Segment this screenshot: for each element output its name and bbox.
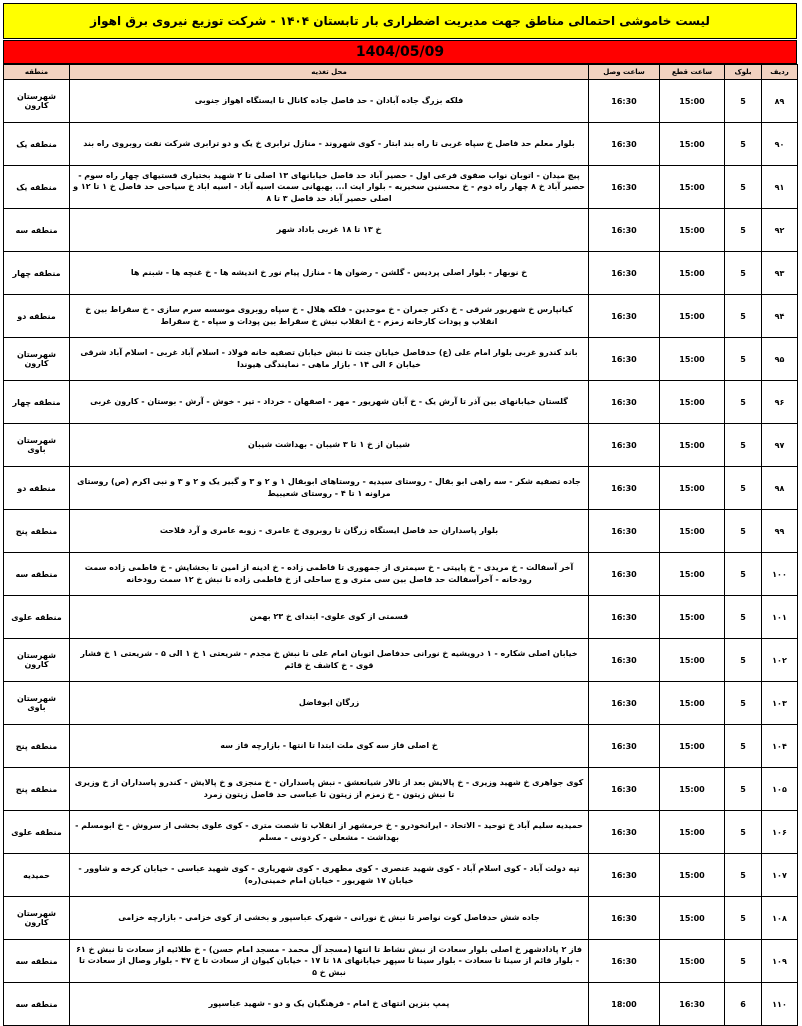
outage-start-time: 15:00 bbox=[660, 80, 725, 123]
region-cell: شهرستان کارون bbox=[4, 80, 70, 123]
outage-end-time: 16:30 bbox=[589, 553, 660, 596]
outage-start-time: 15:00 bbox=[660, 467, 725, 510]
outage-start-time: 15:00 bbox=[660, 510, 725, 553]
block-number: 5 bbox=[725, 897, 762, 940]
outage-start-time: 15:00 bbox=[660, 424, 725, 467]
locations-cell: جاده شش حدفاصل کوت نواصر تا نبش خ نورانی - شهرک عباسپور و بخشی از کوی خزامی - بازارچه خزامی bbox=[70, 897, 589, 940]
locations-cell: قسمتی از کوی علوی- ابتدای خ ۲۳ بهمن bbox=[70, 596, 589, 639]
block-number: 5 bbox=[725, 338, 762, 381]
locations-cell: بلوار پاسداران حد فاصل ایستگاه زرگان تا روبروی خ عامری - زوبه عامری و آرد فلاحت bbox=[70, 510, 589, 553]
region-cell: منطقه یک bbox=[4, 166, 70, 209]
table-row bbox=[4, 768, 798, 811]
locations-cell: فاز ۲ پادادشهر خ اصلی بلوار سعادت از نبش نشاط تا انتها (مسجد آل محمد - مسجد امام حسن) - خ طلائیه از سعادت تا نبش خ ۶۱ - بلوار قائم از سینا تا سعادت - بلوار سینا تا سپهر خیابانهای ۱۸ تا ۱۷ - خیابان کیوان از سعادت تا خ ۴۷ - بلوار وصال از سعادت تا نبش خ ۵ bbox=[70, 940, 589, 983]
locations-cell: پمپ بنزین انتهای خ امام - فرهنگیان یک و دو - شهید عباسپور bbox=[70, 983, 589, 1026]
region-cell: منطقه چهار bbox=[4, 381, 70, 424]
outage-start-time: 16:30 bbox=[660, 983, 725, 1026]
row-number: ۱۰۱ bbox=[762, 596, 798, 639]
outage-end-time: 16:30 bbox=[589, 639, 660, 682]
locations-cell: پیچ میدان - اتوبان نواب صفوی فرعی اول - حصیر آباد حد فاصل خیابانهای ۱۳ اصلی تا ۲ شهید بختیاری فستیهای چهار راه سوم - حصیر آباد خ ۸ چهار راه دوم - خ محسنین سخیریه - بلوار ایت ا... بهبهانی سمت اسیه آباد - اسیه اباد خ سیاحی حد فاصل خ ۱ تا ۱۲ و اصلی حصیر آباد حد فاصل ۳ تا ۸ bbox=[70, 166, 589, 209]
row-number: ۱۰۹ bbox=[762, 940, 798, 983]
block-number: 5 bbox=[725, 854, 762, 897]
outage-start-time: 15:00 bbox=[660, 295, 725, 338]
outage-end-time: 16:30 bbox=[589, 123, 660, 166]
outage-end-time: 16:30 bbox=[589, 811, 660, 854]
table-row bbox=[4, 80, 798, 123]
region-cell: منطقه سه bbox=[4, 940, 70, 983]
row-number: ۹۴ bbox=[762, 295, 798, 338]
outage-end-time: 16:30 bbox=[589, 381, 660, 424]
row-number: ۹۵ bbox=[762, 338, 798, 381]
column-header-region: منطقه bbox=[4, 65, 70, 80]
locations-cell: حمیدیه سلیم آباد خ توحید - الاتحاد - ایرانخودرو - خ خرمشهر از انقلاب تا شصت متری - کوی علوی بخشی از سروش - خ ابومسلم - بهداشت - مشعلی - کردونی - مسلم bbox=[70, 811, 589, 854]
locations-cell: گلستان خیابانهای بین آذر تا آرش یک - خ آبان شهریور - مهر - اصفهان - خرداد - تیر - خوش - آرش - بوستان - کارون غربی bbox=[70, 381, 589, 424]
table-row bbox=[4, 811, 798, 854]
block-number: 5 bbox=[725, 682, 762, 725]
outage-start-time: 15:00 bbox=[660, 338, 725, 381]
row-number: ۹۹ bbox=[762, 510, 798, 553]
outage-start-time: 15:00 bbox=[660, 940, 725, 983]
outage-end-time: 16:30 bbox=[589, 424, 660, 467]
table-row bbox=[4, 166, 798, 209]
block-number: 5 bbox=[725, 467, 762, 510]
region-cell: منطقه پنج bbox=[4, 725, 70, 768]
table-row bbox=[4, 639, 798, 682]
region-cell: شهرستان کارون bbox=[4, 338, 70, 381]
outage-end-time: 16:30 bbox=[589, 252, 660, 295]
schedule-date: 1404/05/09 bbox=[3, 40, 797, 64]
locations-cell: فلکه بزرگ جاده آبادان - حد فاصل جاده کانال تا ایستگاه اهواز جنوبی bbox=[70, 80, 589, 123]
block-number: 5 bbox=[725, 553, 762, 596]
block-number: 5 bbox=[725, 80, 762, 123]
row-number: ۹۸ bbox=[762, 467, 798, 510]
locations-cell: کیانپارس خ شهریور شرقی - خ دکتر جمران - خ موحدین - فلکه هلال - خ سپاه روبروی موسسه سرم سازی - خ سقراط بین خ انقلاب و پودات کارخانه زمزم - خ انقلاب نبش خ سقراط بین پودات و سپاه - خ سقراط bbox=[70, 295, 589, 338]
region-cell: منطقه سه bbox=[4, 983, 70, 1026]
block-number: 6 bbox=[725, 983, 762, 1026]
locations-cell: زرگان ابوفاضل bbox=[70, 682, 589, 725]
page-title: لیست خاموشی احتمالی مناطق جهت مدیریت اضطراری بار تابستان ۱۴۰۴ - شرکت توزیع نیروی برق اهواز bbox=[3, 3, 797, 39]
block-number: 5 bbox=[725, 166, 762, 209]
table-row bbox=[4, 940, 798, 983]
region-cell: منطقه پنج bbox=[4, 510, 70, 553]
table-row bbox=[4, 682, 798, 725]
table-row bbox=[4, 510, 798, 553]
outage-end-time: 16:30 bbox=[589, 596, 660, 639]
block-number: 5 bbox=[725, 209, 762, 252]
row-number: ۱۰۶ bbox=[762, 811, 798, 854]
locations-cell: خیابان اصلی شکاره - ۱ درویشیه خ نورانی حدفاصل اتوبان امام علی تا نبش خ مجدم - شریعتی ۱ خ ۱ الی ۵ - شریعتی ۱ خ فشار قوی - خ کاشف خ قائم bbox=[70, 639, 589, 682]
outage-end-time: 16:30 bbox=[589, 295, 660, 338]
row-number: ۹۰ bbox=[762, 123, 798, 166]
block-number: 5 bbox=[725, 381, 762, 424]
block-number: 5 bbox=[725, 768, 762, 811]
row-number: ۱۰۳ bbox=[762, 682, 798, 725]
block-number: 5 bbox=[725, 725, 762, 768]
locations-cell: آخر آسفالت - خ مریدی - خ پاییتی - خ سیمتری از جمهوری تا فاطمی زاده - خ ادینه از امین تا بخشایش - خ فاطمی زاده سمت رودخانه - آخرآسفالت حد فاصل بین سی متری و ج ساحلی از خ فاطمی زاده تا نبش خ ۱۲ سمت رودخانه bbox=[70, 553, 589, 596]
outage-start-time: 15:00 bbox=[660, 897, 725, 940]
region-cell: شهرستان باوی bbox=[4, 424, 70, 467]
block-number: 5 bbox=[725, 424, 762, 467]
outage-end-time: 16:30 bbox=[589, 209, 660, 252]
block-number: 5 bbox=[725, 639, 762, 682]
column-header-end-time: ساعت قطع bbox=[660, 65, 725, 80]
row-number: ۱۰۷ bbox=[762, 854, 798, 897]
row-number: ۱۰۴ bbox=[762, 725, 798, 768]
block-number: 5 bbox=[725, 940, 762, 983]
table-row bbox=[4, 983, 798, 1026]
outage-start-time: 15:00 bbox=[660, 854, 725, 897]
table-row bbox=[4, 209, 798, 252]
region-cell: منطقه علوی bbox=[4, 811, 70, 854]
region-cell: شهرستان کارون bbox=[4, 639, 70, 682]
row-number: ۱۱۰ bbox=[762, 983, 798, 1026]
outage-start-time: 15:00 bbox=[660, 596, 725, 639]
table-row bbox=[4, 854, 798, 897]
outage-end-time: 16:30 bbox=[589, 166, 660, 209]
outage-start-time: 15:00 bbox=[660, 381, 725, 424]
locations-cell: شیبان از خ ۱ تا ۳ شیبان - بهداشت شیبان bbox=[70, 424, 589, 467]
locations-cell: کوی جواهری خ شهید وزیری - خ پالایش بعد از تالار شیانعشق - نبش پاسداران - خ منجزی و خ پالایش - کندرو پاسداران از خ وزیری تا نبش زیتون - خ زمزم از زیتون تا عباسی حد فاصل زیتون زمرد bbox=[70, 768, 589, 811]
row-number: ۱۰۵ bbox=[762, 768, 798, 811]
region-cell: منطقه دو bbox=[4, 467, 70, 510]
block-number: 5 bbox=[725, 510, 762, 553]
region-cell: منطقه علوی bbox=[4, 596, 70, 639]
region-cell: منطقه سه bbox=[4, 209, 70, 252]
outage-start-time: 15:00 bbox=[660, 166, 725, 209]
table-row bbox=[4, 553, 798, 596]
outage-end-time: 16:30 bbox=[589, 768, 660, 811]
table-row bbox=[4, 467, 798, 510]
outage-start-time: 15:00 bbox=[660, 768, 725, 811]
block-number: 5 bbox=[725, 252, 762, 295]
outage-start-time: 15:00 bbox=[660, 725, 725, 768]
outage-start-time: 15:00 bbox=[660, 682, 725, 725]
outage-start-time: 15:00 bbox=[660, 123, 725, 166]
outage-start-time: 15:00 bbox=[660, 209, 725, 252]
row-number: ۹۶ bbox=[762, 381, 798, 424]
outage-end-time: 16:30 bbox=[589, 338, 660, 381]
block-number: 5 bbox=[725, 123, 762, 166]
region-cell: شهرستان کارون bbox=[4, 897, 70, 940]
region-cell: حمیدیه bbox=[4, 854, 70, 897]
locations-cell: جاده تصفیه شکر - سه راهی ابو بقال - روستای سیدیه - روستاهای ابوبقال ۱ و ۲ و ۳ و گبیر یک و ۲ و ۳ و نبی اکرم (ص) روستای مراونه ۱ تا ۴ - روستای شعیبیط bbox=[70, 467, 589, 510]
column-header-locations: محل تغذیه bbox=[70, 65, 589, 80]
column-header-row: ردیف bbox=[762, 65, 798, 80]
outage-end-time: 16:30 bbox=[589, 940, 660, 983]
row-number: ۱۰۸ bbox=[762, 897, 798, 940]
locations-cell: خ اصلی فاز سه کوی ملت ابتدا تا انتها - بازارچه فاز سه bbox=[70, 725, 589, 768]
outage-start-time: 15:00 bbox=[660, 553, 725, 596]
outage-end-time: 16:30 bbox=[589, 682, 660, 725]
table-row bbox=[4, 381, 798, 424]
region-cell: منطقه یک bbox=[4, 123, 70, 166]
outage-table bbox=[3, 64, 798, 1026]
row-number: ۹۷ bbox=[762, 424, 798, 467]
row-number: ۹۱ bbox=[762, 166, 798, 209]
outage-end-time: 16:30 bbox=[589, 510, 660, 553]
region-cell: منطقه سه bbox=[4, 553, 70, 596]
locations-cell: خ نوبهار - بلوار اصلی پردیس - گلشن - رضوان ها - منازل پیام نور خ اندیشه ها - خ غنچه ها - شبنم ها bbox=[70, 252, 589, 295]
column-header-start-time: ساعت وصل bbox=[589, 65, 660, 80]
outage-end-time: 16:30 bbox=[589, 467, 660, 510]
locations-cell: بلوار معلم حد فاصل خ سپاه غربی تا راه بند ابتار - کوی شهروند - منازل ترابری خ یک و دو ترابری شرکت نفت روبروی راه بند bbox=[70, 123, 589, 166]
region-cell: منطقه پنج bbox=[4, 768, 70, 811]
outage-end-time: 16:30 bbox=[589, 725, 660, 768]
outage-start-time: 15:00 bbox=[660, 639, 725, 682]
block-number: 5 bbox=[725, 295, 762, 338]
table-row bbox=[4, 897, 798, 940]
outage-end-time: 18:00 bbox=[589, 983, 660, 1026]
row-number: ۹۲ bbox=[762, 209, 798, 252]
locations-cell: خ ۱۳ تا ۱۸ غربی باداد شهر bbox=[70, 209, 589, 252]
region-cell: منطقه چهار bbox=[4, 252, 70, 295]
row-number: ۹۳ bbox=[762, 252, 798, 295]
outage-end-time: 16:30 bbox=[589, 897, 660, 940]
outage-end-time: 16:30 bbox=[589, 854, 660, 897]
table-row bbox=[4, 252, 798, 295]
region-cell: منطقه دو bbox=[4, 295, 70, 338]
table-row bbox=[4, 725, 798, 768]
table-header-row bbox=[4, 65, 798, 80]
row-number: ۸۹ bbox=[762, 80, 798, 123]
outage-end-time: 16:30 bbox=[589, 80, 660, 123]
block-number: 5 bbox=[725, 596, 762, 639]
block-number: 5 bbox=[725, 811, 762, 854]
outage-start-time: 15:00 bbox=[660, 811, 725, 854]
table-row bbox=[4, 295, 798, 338]
column-header-block: بلوک bbox=[725, 65, 762, 80]
locations-cell: باند کندرو غربی بلوار امام علی (ع) حدفاصل خیابان جنت تا نبش خیابان تصفیه خانه فولاد - اسلام آباد غربی - اسلام آباد شرقی خیابان ۶ الی ۱۴ - بازار ماهی - نمایندگی هیوندا bbox=[70, 338, 589, 381]
row-number: ۱۰۲ bbox=[762, 639, 798, 682]
locations-cell: تپه دولت آباد - کوی اسلام آباد - کوی شهید عنصری - کوی مطهری - کوی شهریاری - کوی شهید عباسی - خیابان کرخه و شاوور - خیابان ۱۷ شهریور - خیابان امام خمینی(ره) bbox=[70, 854, 589, 897]
region-cell: شهرستان باوی bbox=[4, 682, 70, 725]
outage-start-time: 15:00 bbox=[660, 252, 725, 295]
table-row bbox=[4, 338, 798, 381]
table-row bbox=[4, 424, 798, 467]
table-row bbox=[4, 596, 798, 639]
row-number: ۱۰۰ bbox=[762, 553, 798, 596]
table-row bbox=[4, 123, 798, 166]
